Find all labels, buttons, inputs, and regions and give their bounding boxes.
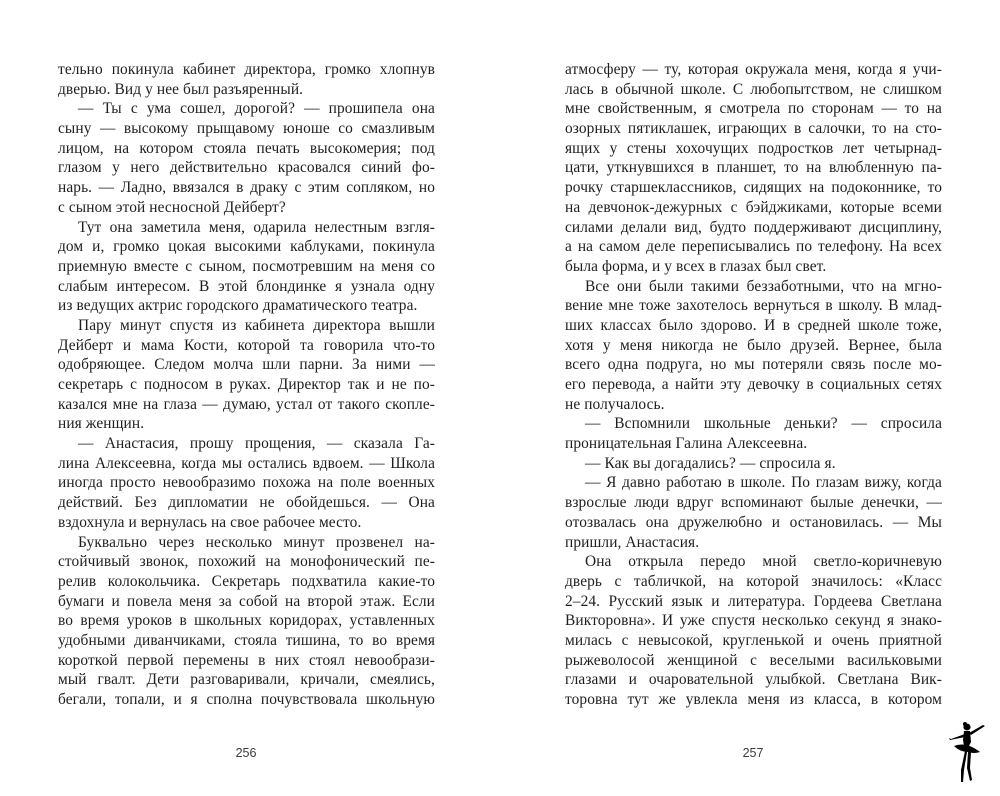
text-line: действий. Без дипломатии не обойдешься. — Она xyxy=(58,494,435,512)
text-line: лась в обычной школе. С любопытством, не слишком xyxy=(565,80,942,98)
text-line: рочку старшеклассников, сидящих на подоконнике, то xyxy=(565,179,942,197)
text-line: нарь. — Ладно, ввязался в драку с этим сопляком, но xyxy=(58,179,435,197)
text-line: приемную вместе с сыном, посмотревшим на меня со xyxy=(58,257,435,275)
text-line: мый гвалт. Дети разговаривали, кричали, смеялись, xyxy=(58,671,435,689)
text-line: Тут она заметила меня, одарила нелестным взгля- xyxy=(78,218,435,236)
text-line: иногда просто невообразимо похожа на поле военных xyxy=(58,474,435,492)
text-line: — Как вы догадались? — спросила я. xyxy=(585,454,836,472)
text-line: ших классах было здорово. И в средней школе тоже, xyxy=(565,316,942,334)
text-line: — Анастасия, прошу прощения, — сказала Га- xyxy=(78,435,435,453)
text-line: пришли, Анастасия. xyxy=(565,533,700,551)
text-line: ния женщин. xyxy=(58,415,145,433)
text-line: его перевода, а найти эту девочку в социальных сетях xyxy=(565,376,942,393)
text-line: — Я давно работаю в школе. По глазам вижу, когда xyxy=(585,474,942,492)
right-page-number: 257 xyxy=(742,746,764,760)
text-line: ящих у стены хохочущих подростков лет четырнад- xyxy=(565,139,942,157)
text-line: из ведущих актрис городского драматического театра. xyxy=(58,297,418,315)
text-line: силами делали вид, будто поддерживают дисциплину, xyxy=(565,218,942,236)
text-line: — Ты с ума сошел, дорогой? — прошипела она xyxy=(78,100,435,118)
text-line: мне свойственным, я смотрела по сторонам — то на xyxy=(565,100,942,118)
text-line: бегали, топали, и я сполна почувствовала школьную xyxy=(58,691,435,708)
text-line: вение мне тоже захотелось вернуться в школу. В млад- xyxy=(565,297,942,315)
text-line: а на самом деле переписывались по телефону. На всех xyxy=(565,238,942,256)
text-line: Пару минут спустя из кабинета директора вышли xyxy=(78,316,435,334)
text-line: удобными диванчиками, стояла тишина, то во время xyxy=(58,631,435,649)
text-line: атмосферу — ту, которая окружала меня, когда я учи- xyxy=(565,61,942,78)
text-line: хотя у меня никогда не было друзей. Вернее, была xyxy=(565,336,942,354)
text-line: секретарь с подносом в руках. Директор так и не по- xyxy=(58,376,435,393)
text-line: всего одна подруга, но мы потеряли связь после мо- xyxy=(565,356,942,374)
left-page-number: 256 xyxy=(235,746,257,760)
text-line: одобряющее. Следом молча шли парни. За ними — xyxy=(58,356,435,374)
right-page-text xyxy=(565,60,942,710)
text-line: глазом у него действительно красовался синий фо- xyxy=(58,159,435,177)
text-line: релив колокольчика. Секретарь подхватила какие-то xyxy=(58,572,435,590)
text-line: на девчонок-дежурных с бэйджиками, которые всеми xyxy=(565,198,942,216)
text-line: глазами и очаровательной улыбкой. Светлана Вик- xyxy=(565,671,942,689)
text-line: торовна тут же увлекла меня из класса, в котором xyxy=(565,691,942,708)
text-line: отозвалась она дружелюбно и остановилась. — Мы xyxy=(565,513,942,531)
text-line: лицом, на котором стояла печать высокомерия; под xyxy=(58,139,435,157)
text-line: дверь с табличкой, на которой значилось: «Класс xyxy=(565,572,942,590)
text-line: Викторовна». И уже спустя несколько секунд я знако- xyxy=(565,612,942,630)
text-line: Дейберт и мама Кости, которой та говорила что-то xyxy=(58,336,435,354)
text-line: сыну — высокому прыщавому юноше со смазливым xyxy=(58,120,435,138)
text-line: тельно покинула кабинет директора, громко хлопнув xyxy=(58,61,435,78)
text-line: казался мне на глаза — думаю, устал от такого скопле- xyxy=(58,395,435,413)
text-line: дверью. Вид у нее был разъяренный. xyxy=(58,80,304,98)
text-line: бумаги и повела меня за собой на второй этаж. Если xyxy=(58,592,435,610)
text-line: вздохнула и вернулась на свое рабочее место. xyxy=(58,513,362,531)
text-line: была форма, и у всех в глазах был свет. xyxy=(565,257,827,275)
text-line: Она открыла передо мной светло-коричневую xyxy=(585,553,942,571)
text-line: 2–24. Русский язык и литература. Гордеева Светлана xyxy=(565,592,942,610)
text-line: милась с невысокой, кругленькой и очень приятной xyxy=(565,631,942,649)
text-line: лина Алексеевна, когда мы остались вдвоем. — Школа xyxy=(58,454,435,472)
text-line: дом и, громко цокая высокими каблуками, покинула xyxy=(58,238,435,256)
text-line: короткой первой перемены в них стоял невообрази- xyxy=(58,651,435,669)
text-line: цати, уткнувшихся в планшет, то на влюбленную па- xyxy=(565,159,942,177)
text-line: слабым интересом. В этой блондинке я узнала одну xyxy=(58,277,435,295)
text-line: — Вспомнили школьные деньки? — спросила xyxy=(585,415,942,433)
text-line: проницательная Галина Алексеевна. xyxy=(565,435,808,453)
text-line: озорных пятиклашек, играющих в салочки, то на сто- xyxy=(565,120,942,138)
text-line: во время уроков в школьных коридорах, уставленных xyxy=(58,612,435,630)
ballerina-silhouette-icon xyxy=(938,718,994,790)
text-line: стойчивый звонок, похожий на монофонический пе- xyxy=(58,553,435,571)
text-line: не получалось. xyxy=(565,395,665,413)
text-line: рыжеволосой женщиной с веселыми васильковыми xyxy=(565,651,942,669)
text-line: Все они были такими беззаботными, что на мгно- xyxy=(585,277,942,295)
text-line: с сыном этой несносной Дейберт? xyxy=(58,198,286,216)
text-line: взрослые люди вдруг вспоминают былые денечки, — xyxy=(565,494,942,512)
right-page xyxy=(500,0,1000,796)
text-line: Буквально через несколько минут прозвенел на- xyxy=(78,533,435,551)
left-page-text xyxy=(58,60,435,710)
